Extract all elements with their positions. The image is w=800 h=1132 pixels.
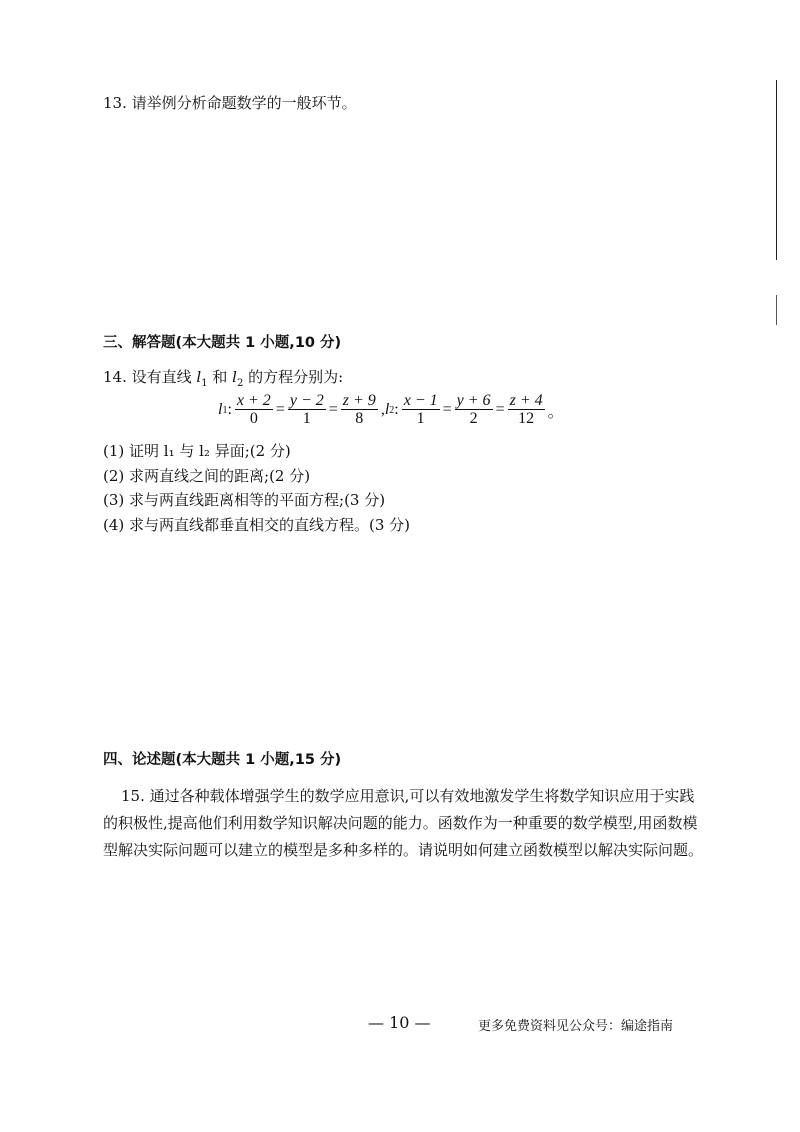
denominator: 8 [355, 410, 364, 427]
q14-and: 和 [207, 368, 233, 386]
q14-text: 14. 设有直线 [103, 368, 197, 386]
equals-sign: = [328, 401, 338, 418]
question-15 [103, 783, 743, 864]
colon: : [394, 401, 399, 418]
subquestion-2: (2) 求两直线之间的距离;(2 分) [103, 466, 311, 485]
l2-symbol: l [232, 368, 237, 386]
l2-symbol: l [384, 401, 390, 418]
numerator: x + 2 [236, 392, 271, 409]
numerator: y + 6 [456, 392, 491, 409]
period: 。 [547, 403, 564, 421]
numerator: y − 2 [289, 392, 324, 409]
line-equations [218, 392, 564, 428]
denominator: 1 [416, 410, 425, 427]
denominator: 1 [302, 410, 311, 427]
l2-sub: 2 [389, 404, 395, 416]
fraction [402, 392, 440, 428]
separator: , [380, 401, 385, 418]
q15-line: 的积极性,提高他们利用数学知识解决问题的能力。函数作为一种重要的数学模型,用函数模 [103, 814, 698, 832]
subquestion-4: (4) 求与两直线都垂直相交的直线方程。(3 分) [103, 515, 411, 534]
numerator: x − 1 [403, 392, 438, 409]
fraction [508, 392, 545, 428]
fraction [235, 392, 273, 428]
q15-line: 型解决实际问题可以建立的模型是多种多样的。请说明如何建立函数模型以解决实际问题。 [103, 841, 704, 859]
section-4-heading: 四、论述题(本大题共 1 小题,15 分) [103, 752, 342, 768]
denominator: 0 [249, 410, 258, 427]
question-13: 13. 请举例分析命题数学的一般环节。 [103, 94, 357, 112]
denominator: 2 [469, 410, 478, 427]
l2-sub: 2 [236, 378, 244, 389]
margin-rule-dash [776, 295, 777, 325]
question-14-intro [103, 366, 343, 389]
denominator: 12 [518, 410, 535, 427]
subquestion-1: (1) 证明 l₁ 与 l₂ 异面;(2 分) [103, 442, 291, 460]
equals-sign: = [275, 401, 285, 418]
fraction [288, 392, 326, 428]
margin-rule [776, 80, 777, 260]
subquestion-3: (3) 求与两直线距离相等的平面方程;(3 分) [103, 491, 386, 509]
equals-sign: = [442, 401, 452, 418]
colon: : [227, 401, 232, 418]
numerator: z + 4 [509, 392, 543, 409]
equals-sign: = [495, 401, 505, 418]
footer-note: 更多免费资料见公众号：编途指南 [478, 1019, 674, 1034]
numerator: z + 9 [342, 392, 376, 409]
l1-sub: 1 [201, 378, 208, 389]
q14-subquestions [103, 439, 410, 537]
section-3-heading: 三、解答题(本大题共 1 小题,10 分) [103, 335, 342, 351]
q14-text-b: 的方程分别为: [243, 368, 344, 386]
fraction [455, 392, 493, 428]
fraction [341, 392, 378, 428]
l1-symbol: l [218, 401, 223, 418]
q15-line: 15. 通过各种载体增强学生的数学应用意识,可以有效地激发学生将数学知识应用于实践 [121, 787, 695, 805]
page-number: — 10 — [368, 1013, 431, 1032]
l1-sub: 1 [222, 404, 228, 416]
l1-symbol: l [196, 368, 202, 386]
